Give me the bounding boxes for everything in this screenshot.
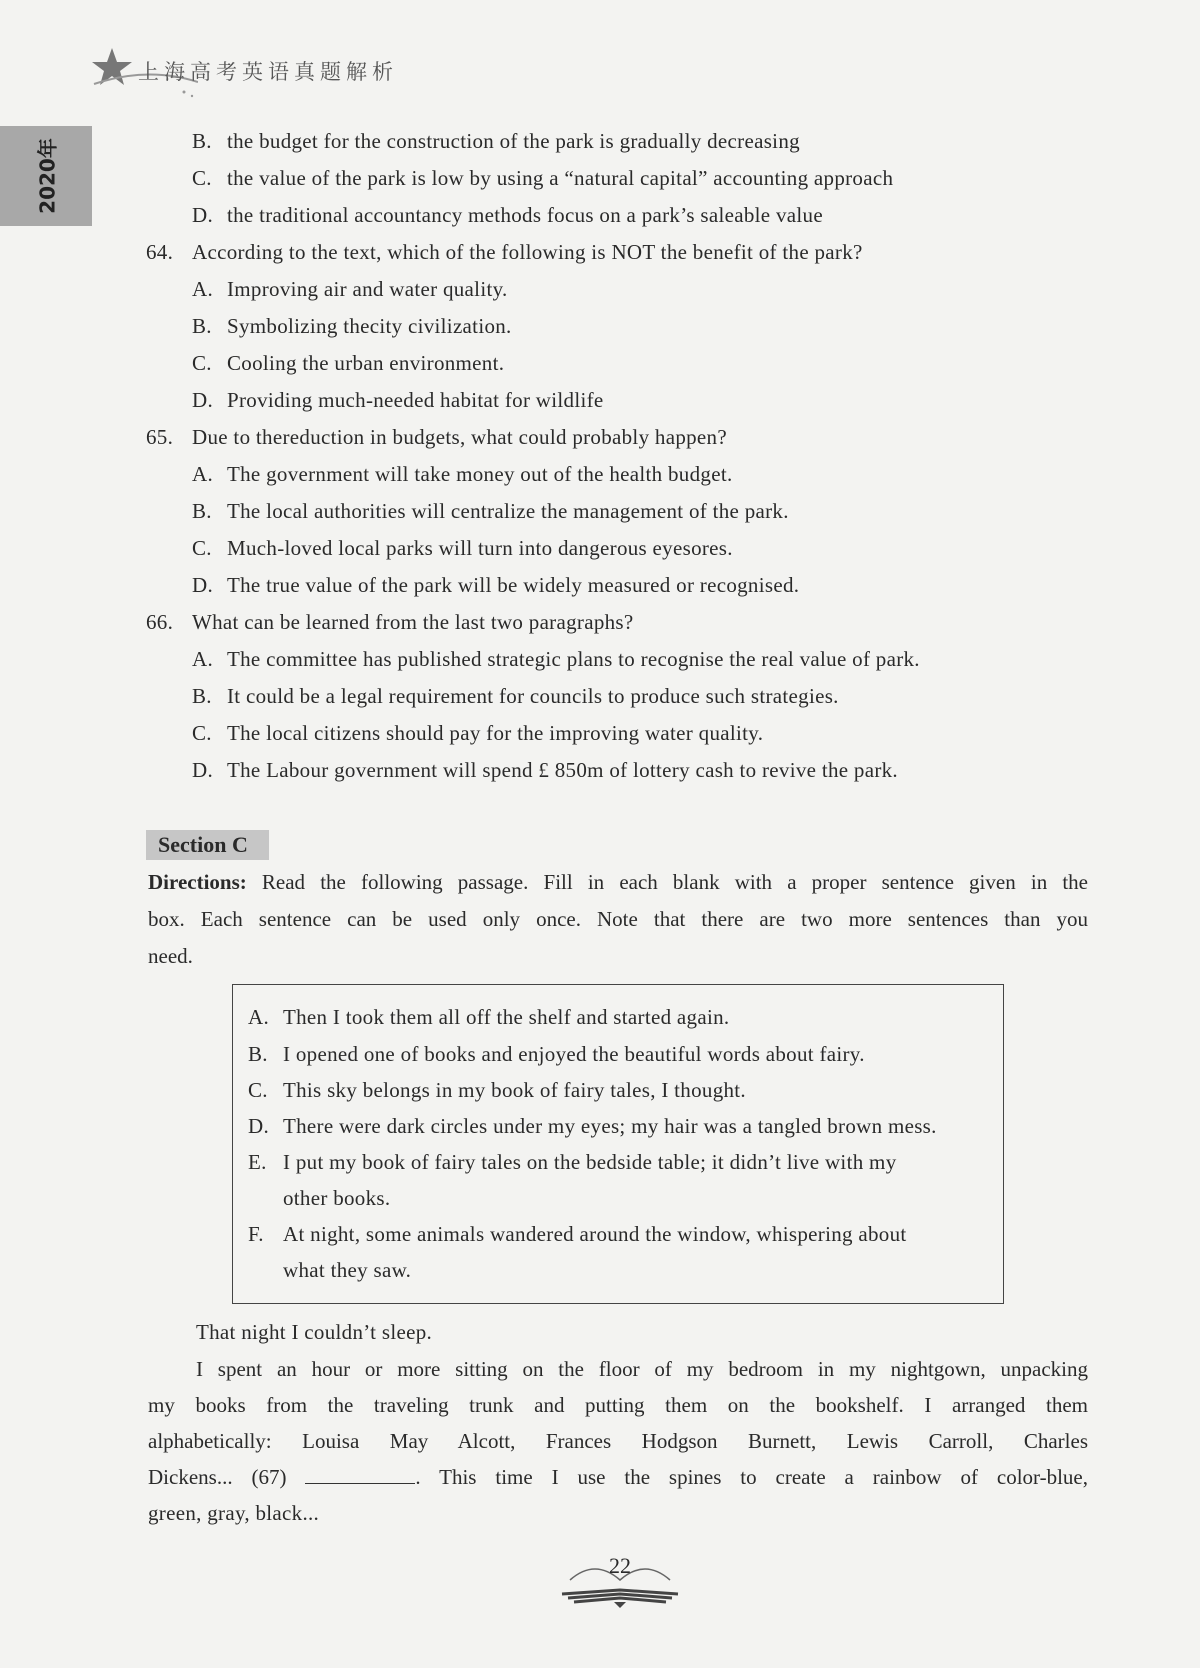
directions-line-2: box. Each sentence can be used only once. Note that there are two more sentences than you [148,907,1088,931]
passage-line-3: alphabetically: Louisa May Alcott, Frances Hodgson Burnett, Lewis Carroll, Charles [148,1429,1088,1453]
year-tab [0,126,92,226]
section-c-label: Section C [146,830,269,860]
box-sentence-e: E. I put my book of fairy tales on the bedside table; it didn’t live with my [248,1150,897,1174]
passage-line-2: my books from the traveling trunk and putting them on the bookshelf. I arranged them [148,1393,1088,1417]
option-64-d: D. Providing much-needed habitat for wildlife [192,388,604,412]
page-header [88,44,428,104]
option-63-b: B. the budget for the construction of the park is gradually decreasing [192,129,800,153]
directions-line-3: need. [148,944,193,968]
option-63-c: C. the value of the park is low by using a “natural capital” accounting approach [192,166,894,190]
passage-line-1: I spent an hour or more sitting on the floor of my bedroom in my nightgown, unpacking [196,1357,1088,1381]
page-number: 22 [609,1553,631,1578]
question-65: 65. Due to thereduction in budgets, what could probably happen? [146,425,727,449]
passage-line-4: Dickens... (67) . This time I use the spines to create a rainbow of color-blue, [148,1465,1088,1489]
box-sentence-f: F. At night, some animals wandered around the window, whispering about [248,1222,907,1246]
option-65-d: D. The true value of the park will be widely measured or recognised. [192,573,800,597]
option-64-b: B. Symbolizing thecity civilization. [192,314,512,338]
box-sentence-d: D. There were dark circles under my eyes; my hair was a tangled brown mess. [248,1114,937,1138]
passage-line-5: green, gray, black... [148,1501,320,1525]
book-title: 上海高考英语真题解析 [138,60,398,84]
option-64-a: A. Improving air and water quality. [192,277,508,301]
box-sentence-c: C. This sky belongs in my book of fairy tales, I thought. [248,1078,746,1102]
option-66-c: C. The local citizens should pay for the improving water quality. [192,721,764,745]
option-66-a: A. The committee has published strategic plans to recognise the real value of park. [192,647,920,671]
option-65-c: C. Much-loved local parks will turn into dangerous eyesores. [192,536,733,560]
question-66: 66. What can be learned from the last two paragraphs? [146,610,634,634]
option-65-a: A. The government will take money out of the health budget. [192,462,733,486]
box-sentence-b: B. I opened one of books and enjoyed the beautiful words about fairy. [248,1042,865,1066]
box-sentence-e-cont: other books. [283,1186,391,1210]
option-63-d: D. the traditional accountancy methods focus on a park’s saleable value [192,203,823,227]
blank-67[interactable] [305,1463,415,1484]
box-sentence-a: A. Then I took them all off the shelf and started again. [248,1005,730,1029]
option-65-b: B. The local authorities will centralize the management of the park. [192,499,789,523]
passage-paragraph-1: That night I couldn’t sleep. [196,1320,433,1344]
year-label: 2020年 [35,138,60,214]
option-64-c: C. Cooling the urban environment. [192,351,505,375]
question-64: 64. According to the text, which of the following is NOT the benefit of the park? [146,240,863,264]
option-66-b: B. It could be a legal requirement for councils to produce such strategies. [192,684,839,708]
box-sentence-f-cont: what they saw. [283,1258,412,1282]
option-66-d: D. The Labour government will spend £ 850m of lottery cash to revive the park. [192,758,898,782]
directions-line-1: Directions: Read the following passage. Fill in each blank with a proper sentence given in the [148,870,1088,894]
